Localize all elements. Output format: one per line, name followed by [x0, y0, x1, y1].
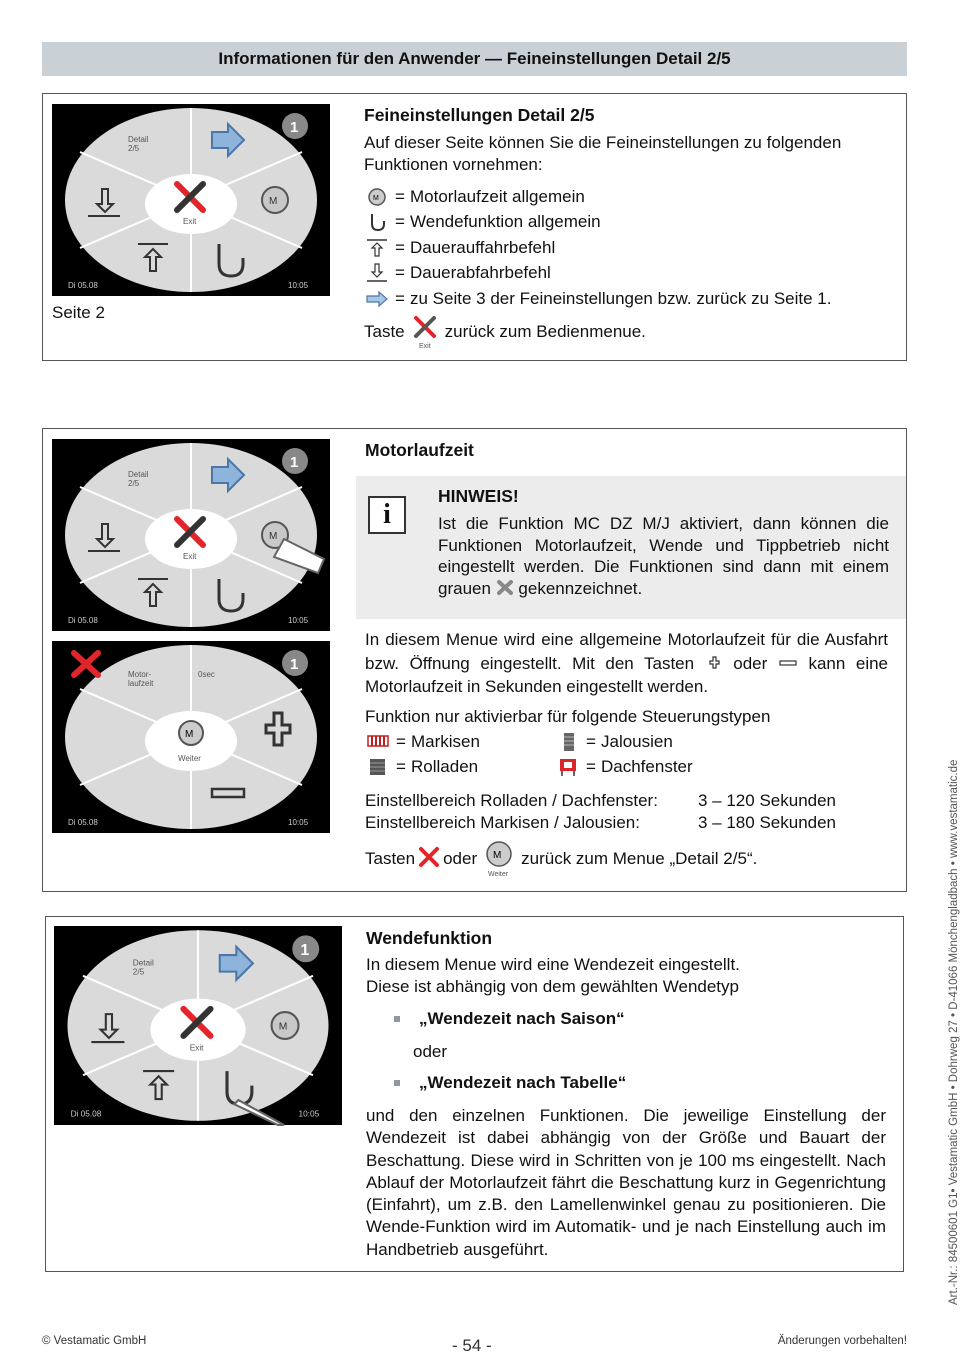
list-item: = Dachfenster [555, 755, 745, 781]
bullet-item: „Wendezeit nach Saison“ [366, 1008, 625, 1030]
bullet-marker [394, 1016, 400, 1022]
types-intro: Funktion nur aktivierbar für folgende Steuerungstypen [365, 707, 771, 726]
svg-text:2/5: 2/5 [132, 967, 145, 977]
svg-text:0sec: 0sec [198, 670, 215, 679]
svg-text:M: M [278, 1021, 288, 1033]
section-title: Wendefunktion [366, 928, 493, 948]
svg-text:Di 05.08: Di 05.08 [68, 616, 98, 625]
motor-description: In diesem Menue wird eine allgemeine Motorlaufzeit für die Ausfahrt bzw. Öffnung eingestellt. Mit den Tasten oder kann eine Motorlaufzeit in Sekunden eingestellt werden. [365, 630, 889, 696]
bullet-marker [394, 1080, 400, 1086]
range-row: Einstellbereich Markisen / Jalousien: 3 – 180 Sekunden [365, 812, 837, 832]
section-motorlaufzeit [42, 428, 907, 892]
types-grid [365, 729, 785, 780]
svg-text:2/5: 2/5 [128, 144, 140, 153]
side-imprint: Art.-Nr.: 84500601 G1• Vestamatic GmbH • Dohrweg 27 • D-41066 Mönchengladbach • www.vestamatic.de [948, 759, 960, 1305]
page-number: - 54 - [452, 1336, 492, 1355]
up-hold-icon [364, 237, 390, 259]
screen-motor-runtime [52, 641, 330, 833]
svg-text:Detail: Detail [128, 470, 149, 479]
footer-note: Änderungen vorbehalten! [777, 1335, 907, 1347]
svg-text:Di 05.08: Di 05.08 [68, 818, 98, 827]
list-item: M = Motorlaufzeit allgemein [364, 184, 894, 210]
svg-text:1: 1 [290, 454, 299, 471]
detail-label: Detail [128, 135, 149, 144]
list-item: = Dauerabfahrbefehl [364, 261, 894, 287]
svg-text:10:05: 10:05 [288, 818, 309, 827]
svg-text:Exit: Exit [418, 343, 431, 350]
section-title: Motorlaufzeit [365, 440, 474, 460]
note-title: HINWEIS! [438, 486, 519, 506]
svg-text:Weiter: Weiter [488, 871, 509, 878]
shutter-icon [365, 757, 391, 777]
section-detail [42, 93, 907, 361]
tools-exit-icon [410, 314, 440, 350]
list-item: = Jalousien [555, 729, 745, 755]
svg-text:M: M [269, 531, 278, 542]
screen-detail-menu-press [52, 439, 330, 631]
svg-text:10:05: 10:05 [298, 1109, 320, 1119]
svg-text:1: 1 [290, 119, 299, 136]
minus-icon [778, 651, 798, 673]
list-item: = Markisen [365, 729, 555, 755]
svg-text:Detail: Detail [132, 958, 154, 968]
svg-text:M: M [493, 850, 502, 861]
svg-text:M: M [373, 194, 379, 202]
screen-detail-menu-turn [54, 926, 342, 1125]
footer-copyright: © Vestamatic GmbH [42, 1335, 147, 1347]
list-item: = Dauerauffahrbefehl [364, 235, 894, 261]
note-text: Ist die Funktion MC DZ M/J aktiviert, dann können die Funktionen Motorlaufzeit, Wende und Tippbetrieb nicht eingestellt werden. Die Funktionen sind dann mit einem grauen gekennzeichnet. [438, 514, 889, 598]
grey-x-icon [496, 579, 514, 593]
screen-caption: Seite 2 [52, 303, 105, 322]
exit-label: Exit [183, 217, 197, 226]
range-list [365, 790, 836, 833]
svg-text:M: M [269, 196, 278, 207]
back-instruction: Tasten oder M Weiter zurück zum Menue „Detail 2/5“. [365, 840, 757, 878]
function-list [364, 184, 894, 312]
section-wendefunktion [45, 916, 904, 1272]
paragraph: und den einzelnen Funktionen. Die jeweilige Einstellung der Wendezeit ist dabei abhängig von der Größe und Bauart der Beschattung. Diese wird in Schritten von je 100 ms eingestellt. Nach Ablauf der Motorlaufzeit fährt die Beschattung kurz in Gegenrichtung (Einfahrt), um z.B. den Lamellenwinkel genau zu positionieren. Die Wende-Funktion wird im Automatik- und je nach Einstellung auch im Handbetrieb ausgeführt. [366, 1106, 886, 1259]
svg-text:10:05: 10:05 [288, 281, 309, 290]
list-item: = Rolladen [365, 755, 555, 781]
blind-icon [555, 732, 581, 752]
awning-icon [365, 734, 391, 750]
svg-text:Exit: Exit [183, 552, 197, 561]
svg-text:2/5: 2/5 [128, 479, 140, 488]
plus-icon [705, 655, 723, 677]
list-item: = zu Seite 3 der Feineinstellungen bzw. zurück zu Seite 1. [364, 286, 894, 312]
list-item: = Wendefunktion allgemein [364, 210, 894, 236]
svg-text:1: 1 [300, 942, 310, 960]
cancel-x-icon [417, 846, 441, 873]
info-icon: i [368, 496, 406, 534]
motor-icon [364, 187, 390, 207]
cancel-x-icon [74, 653, 98, 675]
weiter-icon [481, 840, 517, 878]
svg-text:1: 1 [290, 656, 299, 673]
svg-text:Exit: Exit [189, 1043, 204, 1053]
turn-icon [364, 212, 390, 232]
svg-text:Weiter: Weiter [178, 754, 201, 763]
bullet-item: „Wendezeit nach Tabelle“ [366, 1072, 626, 1094]
svg-text:M: M [185, 729, 194, 740]
paragraph: In diesem Menue wird eine Wendezeit eingestellt. [366, 955, 740, 974]
svg-text:laufzeit: laufzeit [128, 679, 154, 688]
section-title: Feineinstellungen Detail 2/5 [364, 105, 595, 125]
svg-text:10:05: 10:05 [288, 616, 309, 625]
paragraph: Diese ist abhängig von dem gewählten Wendetyp [366, 977, 739, 996]
svg-text:Di 05.08: Di 05.08 [70, 1109, 102, 1119]
paragraph: oder [413, 1042, 448, 1061]
page-header: Informationen für den Anwender — Feineinstellungen Detail 2/5 [42, 42, 907, 76]
note-box [356, 476, 906, 619]
exit-instruction: Taste Exit zurück zum Bedienmenue. [364, 314, 646, 350]
roof-window-icon [555, 757, 581, 777]
svg-text:Motor-: Motor- [128, 670, 152, 679]
range-row: Einstellbereich Rolladen / Dachfenster: 3 – 120 Sekunden [365, 791, 837, 810]
screen-detail-menu [52, 104, 330, 296]
arrow-right-icon [364, 290, 390, 308]
section-intro: Auf dieser Seite können Sie die Feineinstellungen zu folgenden Funktionen vornehmen: [364, 133, 842, 174]
down-hold-icon [364, 262, 390, 284]
svg-text:Di 05.08: Di 05.08 [68, 281, 98, 290]
